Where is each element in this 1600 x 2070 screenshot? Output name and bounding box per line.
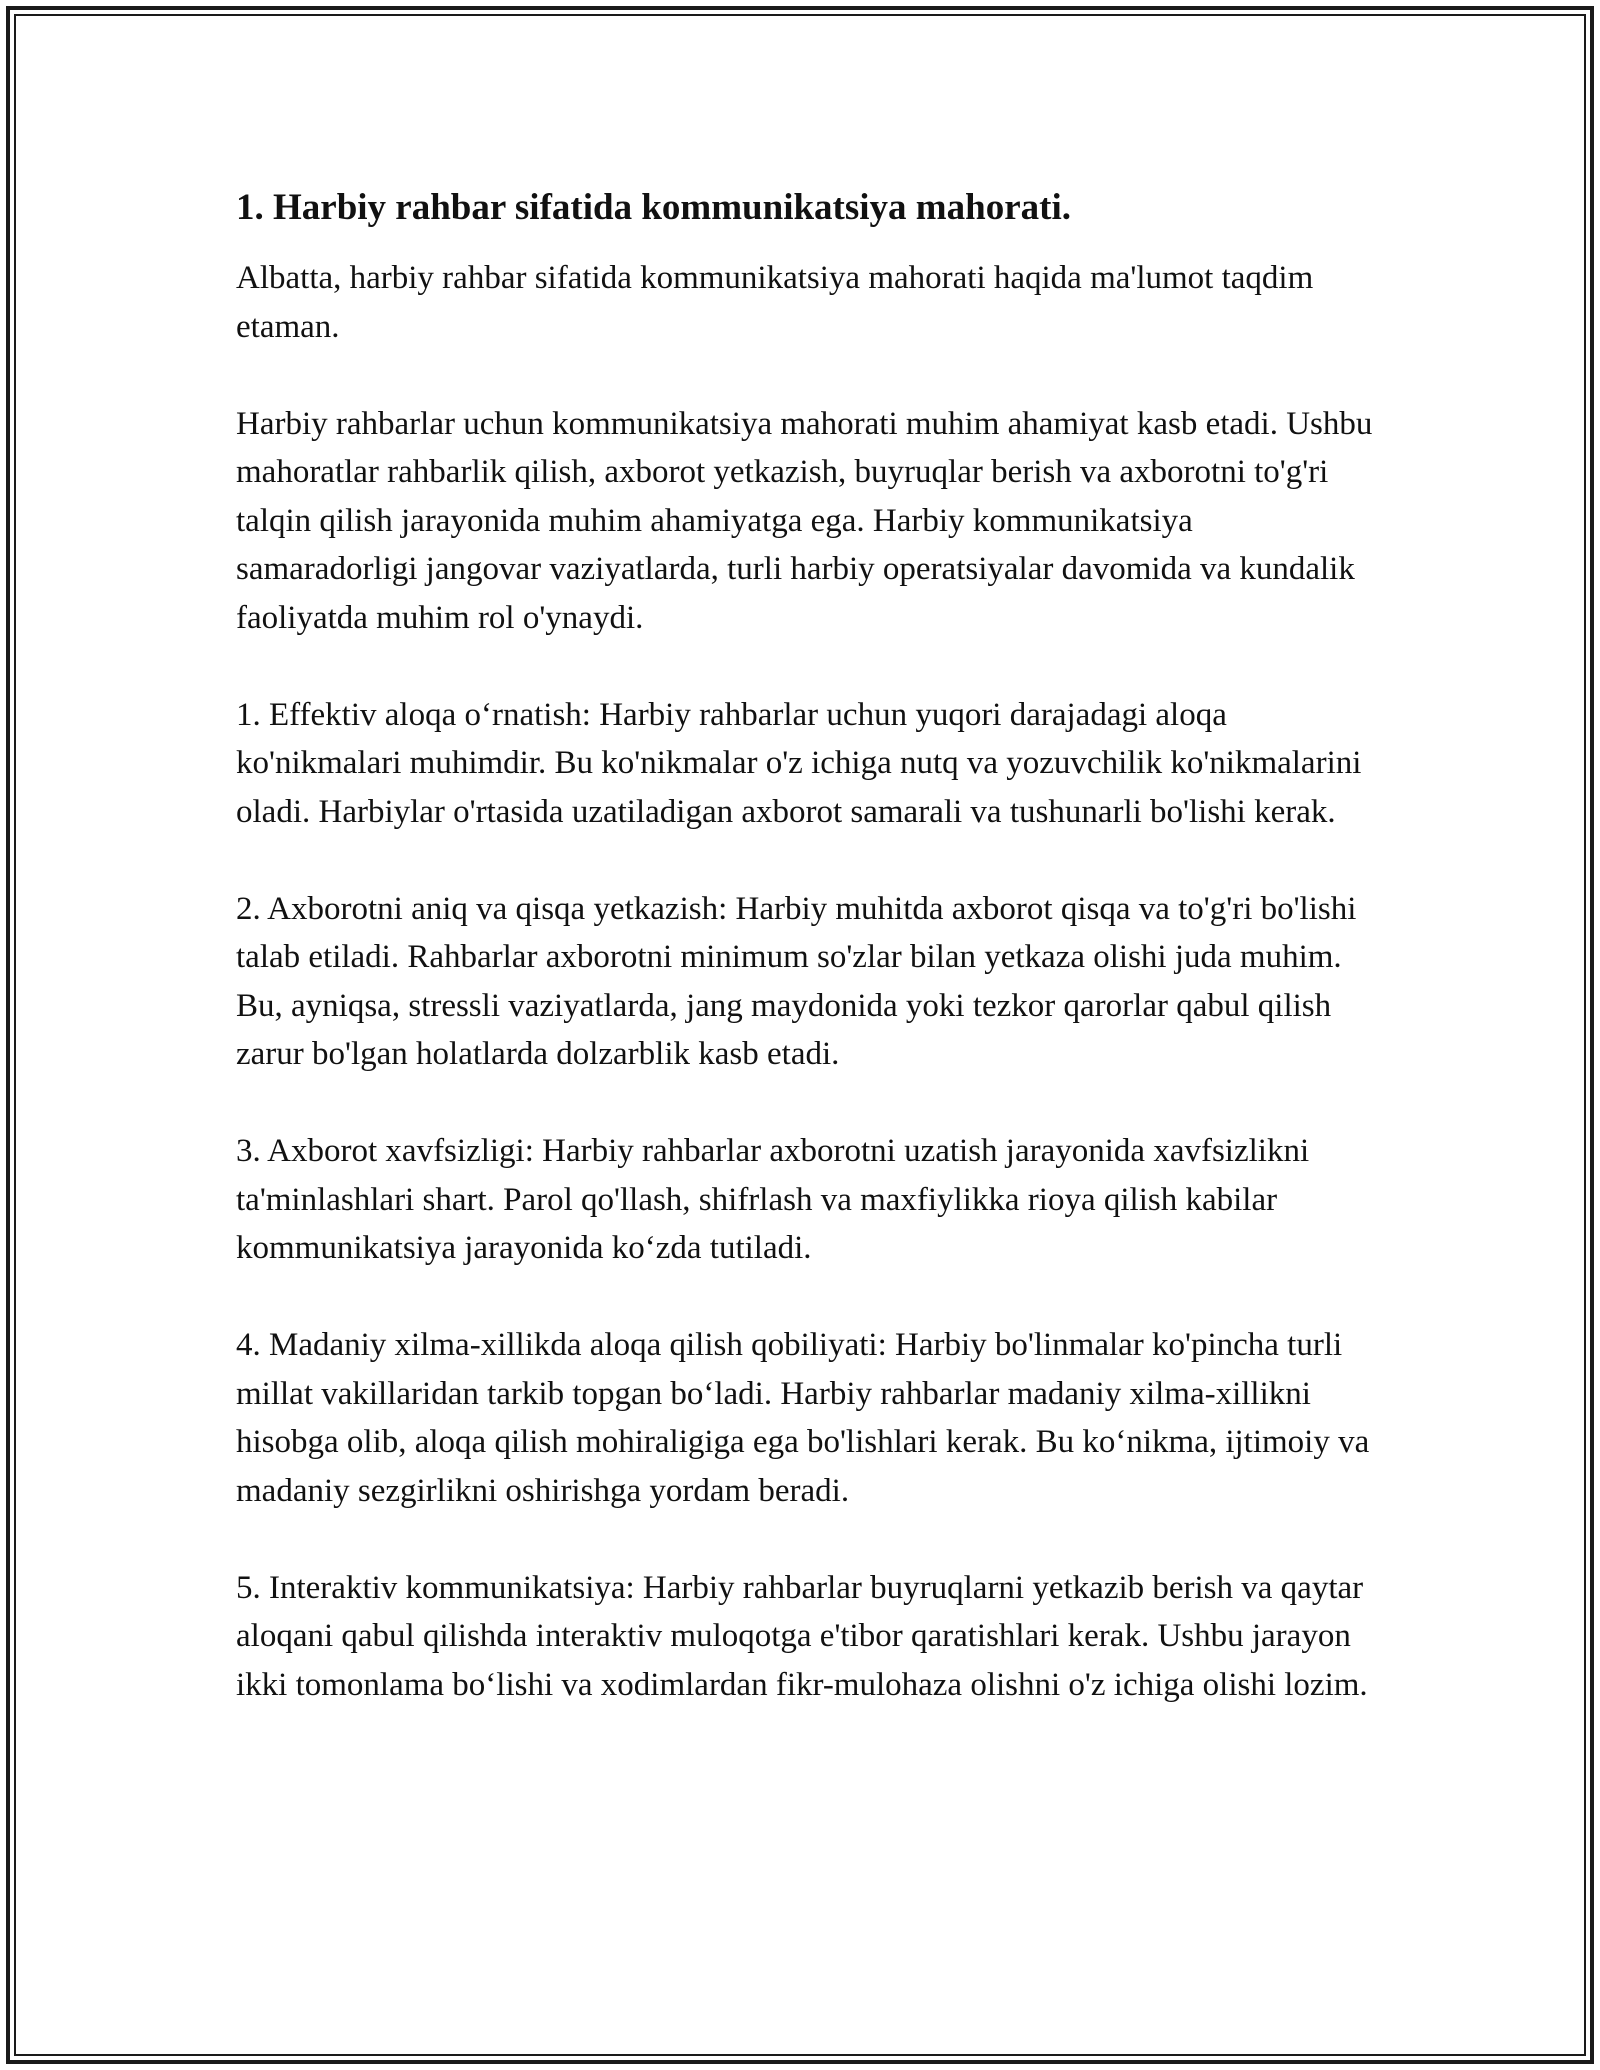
document-title: 1. Harbiy rahbar sifatida kommunikatsiya mahorati.	[236, 187, 1071, 228]
paragraph-point-2: 2. Axborotni aniq va qisqa yetkazish: Harbiy muhitda axborot qisqa va to'g'ri bo'lishi talab etiladi. Rahbarlar axborotni minimum so'zlar bilan yetkaza olishi juda muhim. Bu, ayniqsa, stressli vaziyatlarda, jang maydonida yoki tezkor qarorlar qabul qilish zarur bo'lgan holatlarda dolzarblik kasb etadi.	[236, 890, 1357, 1072]
paragraph-point-5: 5. Interaktiv kommunikatsiya: Harbiy rahbarlar buyruqlarni yetkazib berish va qaytar aloqani qabul qilishda interaktiv muloqotga e'tibor qaratishlari kerak. Ushbu jarayon ikki tomonlama bo‘lishi va xodimlardan fikr-mulohaza olishni o'z ichiga olishi lozim.	[236, 1569, 1368, 1703]
paragraph-overview: Harbiy rahbarlar uchun kommunikatsiya mahorati muhim ahamiyat kasb etadi. Ushbu mahoratlar rahbarlik qilish, axborot yetkazish, buyruqlar berish va axborotni to'g'ri talqin qilish jarayonida muhim ahamiyatga ega. Harbiy kommunikatsiya samaradorligi jangovar vaziyatlarda, turli harbiy operatsiyalar davomida va kundalik faoliyatda muhim rol o'ynaydi.	[236, 405, 1373, 636]
paragraph-intro: Albatta, harbiy rahbar sifatida kommunikatsiya mahorati haqida ma'lumot taqdim etaman.	[236, 260, 1314, 345]
document-body	[236, 184, 1376, 1758]
paragraph-point-1: 1. Effektiv aloqa o‘rnatish: Harbiy rahbarlar uchun yuqori darajadagi aloqa ko'nikmalari muhimdir. Bu ko'nikmalar o'z ichiga nutq va yozuvchilik ko'nikmalarini oladi. Harbiylar o'rtasida uzatiladigan axborot samarali va tushunarli bo'lishi kerak.	[236, 696, 1362, 830]
paragraph-point-3: 3. Axborot xavfsizligi: Harbiy rahbarlar axborotni uzatish jarayonida xavfsizlikni ta'minlashlari shart. Parol qo'llash, shifrlash va maxfiylikka rioya qilish kabilar kommunikatsiya jarayonida ko‘zda tutiladi.	[236, 1133, 1310, 1266]
paragraph-point-4: 4. Madaniy xilma-xillikda aloqa qilish qobiliyati: Harbiy bo'linmalar ko'pincha turli millat vakillaridan tarkib topgan bo‘ladi. Harbiy rahbarlar madaniy xilma-xillikni hisobga olib, aloqa qilish mohiraligiga ega bo'lishlari kerak. Bu ko‘nikma, ijtimoiy va madaniy sezgirlikni oshirishga yordam beradi.	[236, 1327, 1370, 1509]
